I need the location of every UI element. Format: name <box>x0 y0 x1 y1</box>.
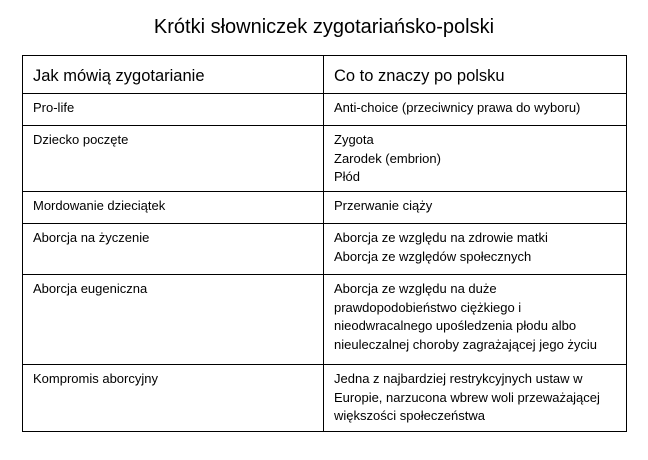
meaning-line: Anti-choice (przeciwnicy prawa do wyboru) <box>334 100 581 115</box>
meaning-line: Aborcja ze względu na zdrowie matki <box>334 230 548 245</box>
meaning-line: Jedna z najbardziej restrykcyjnych ustaw w <box>334 371 583 386</box>
page-title: Krótki słowniczek zygotariańsko-polski <box>153 16 495 38</box>
meaning-cell <box>324 224 627 275</box>
meaning-cell <box>324 126 627 192</box>
meaning-line: prawdopodobieństwo ciężkiego i <box>334 299 522 315</box>
term-cell: Kompromis aborcyjny <box>23 365 324 432</box>
table-header-row <box>23 56 627 94</box>
column-header-term: Jak mówią zygotarianie <box>23 56 324 94</box>
meaning-line: Europie, narzucona wbrew woli przeważającej <box>334 389 600 405</box>
meaning-line: większości społeczeństwa <box>334 408 486 423</box>
glossary-table <box>22 55 627 432</box>
term-cell: Pro-life <box>23 94 324 126</box>
meaning-line: Przerwanie ciąży <box>334 198 433 213</box>
table-row <box>23 192 627 224</box>
meaning-cell <box>324 275 627 365</box>
table-row <box>23 275 627 365</box>
term-cell: Mordowanie dzieciątek <box>23 192 324 224</box>
meaning-line: nieuleczalnej choroby zagrażającej jego życiu <box>334 336 598 352</box>
meaning-line: Zygota <box>334 132 374 147</box>
table-row <box>23 365 627 432</box>
meaning-line: Aborcja ze względu na duże <box>334 281 497 296</box>
meaning-line: Aborcja ze względów społecznych <box>334 248 532 264</box>
term-cell: Dziecko poczęte <box>23 126 324 192</box>
meaning-line: Płód <box>334 169 361 184</box>
term-cell: Aborcja eugeniczna <box>23 275 324 365</box>
table-row <box>23 126 627 192</box>
meaning-cell <box>324 94 627 126</box>
meaning-line: nieodwracalnego upośledzenia płodu albo <box>334 318 577 333</box>
term-cell: Aborcja na życzenie <box>23 224 324 275</box>
table-row <box>23 224 627 275</box>
meaning-cell <box>324 365 627 432</box>
column-header-meaning: Co to znaczy po polsku <box>324 56 627 94</box>
meaning-line: Zarodek (embrion) <box>334 150 441 166</box>
table-row <box>23 94 627 126</box>
meaning-cell <box>324 192 627 224</box>
